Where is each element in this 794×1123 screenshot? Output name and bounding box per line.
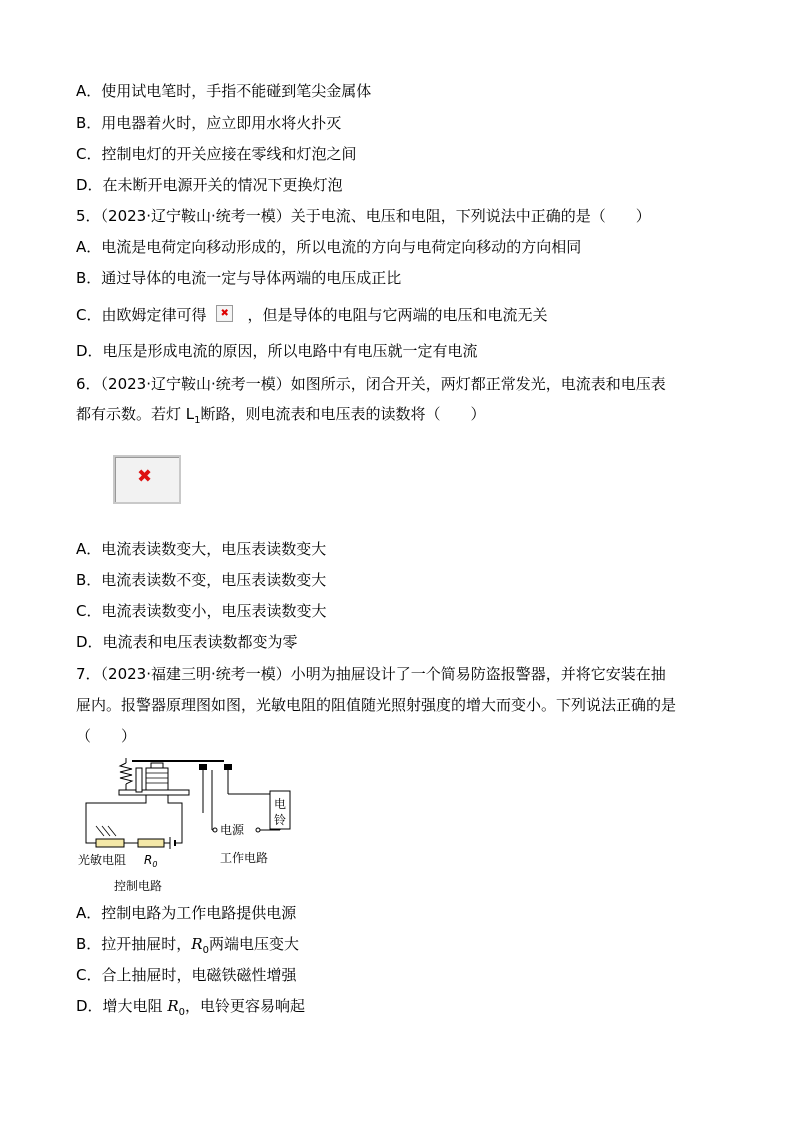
power-label: 电源 <box>220 823 245 837</box>
q5-option-c <box>76 305 548 325</box>
q7-option-b-r: R <box>191 935 203 953</box>
q6-stem-line2 <box>76 404 486 431</box>
q7-option-d-prefix: D．增大电阻 <box>76 997 168 1015</box>
work-circuit-label: 工作电路 <box>220 851 269 865</box>
bell-label-2: 铃 <box>274 813 287 827</box>
photoresistor-label: 光敏电阻 <box>78 853 127 867</box>
q5-option-c-prefix: C．由欧姆定律可得 <box>76 306 207 324</box>
q7-option-d-r: R <box>167 997 179 1015</box>
bell-label-1: 电 <box>274 797 287 811</box>
q6-option-c: C．电流表读数变小，电压表读数变大 <box>76 602 327 620</box>
broken-image-icon <box>216 305 233 322</box>
q6-option-a: A．电流表读数变大，电压表读数变大 <box>76 540 327 558</box>
q7-stem-line2: 屉内。报警器原理图如图，光敏电阻的阻值随光照射强度的增大而变小。下列说法正确的是 <box>76 696 677 714</box>
q7-option-d-sub: 0 <box>178 1007 185 1018</box>
q7-option-b-suffix: 两端电压变大 <box>208 935 299 953</box>
q6-stem-line2-sub: 1 <box>194 415 201 426</box>
q7-option-d-suffix: ，电铃更容易响起 <box>185 997 306 1015</box>
q6-stem-line2-suffix: 断路，则电流表和电压表的读数将（ ） <box>200 405 486 423</box>
q4-option-a: A．使用试电笔时，手指不能碰到笔尖金属体 <box>76 82 372 100</box>
q6-option-d: D．电流表和电压表读数都变为零 <box>76 633 298 651</box>
q6-option-b: B．电流表读数不变，电压表读数变大 <box>76 571 327 589</box>
q7-stem-line3: （ ） <box>76 727 137 745</box>
q4-option-d: D．在未断开电源开关的情况下更换灯泡 <box>76 176 343 194</box>
alarm-circuit-diagram <box>74 758 294 898</box>
q7-option-b <box>76 934 299 961</box>
q7-option-b-prefix: B．拉开抽屉时， <box>76 935 192 953</box>
q7-option-a: A．控制电路为工作电路提供电源 <box>76 904 297 922</box>
q4-option-c: C．控制电灯的开关应接在零线和灯泡之间 <box>76 145 357 163</box>
q6-stem-line2-prefix: 都有示数。若灯 L <box>76 405 195 423</box>
q5-option-a: A．电流是电荷定向移动形成的，所以电流的方向与电荷定向移动的方向相同 <box>76 238 582 256</box>
q4-option-b: B．用电器着火时，应立即用水将火扑灭 <box>76 114 342 132</box>
q5-option-d: D．电压是形成电流的原因，所以电路中有电压就一定有电流 <box>76 342 478 360</box>
q7-option-c: C．合上抽屉时，电磁铁磁性增强 <box>76 966 297 984</box>
q6-stem-line1: 6．（2023·辽宁鞍山·统考一模）如图所示，闭合开关，两灯都正常发光，电流表和电压表 <box>76 375 666 393</box>
r0-label: $R_0$ <box>144 853 158 869</box>
q7-stem-line1: 7．（2023·福建三明·统考一模）小明为抽屉设计了一个简易防盗报警器，并将它安装在抽 <box>76 665 666 683</box>
control-circuit-label: 控制电路 <box>114 879 163 893</box>
broken-image-icon <box>113 455 181 504</box>
q5-stem: 5．（2023·辽宁鞍山·统考一模）关于电流、电压和电阻，下列说法中正确的是（ ） <box>76 207 651 225</box>
q5-option-b: B．通过导体的电流一定与导体两端的电压成正比 <box>76 269 402 287</box>
q7-option-d <box>76 996 305 1023</box>
q5-option-c-suffix: ，但是导体的电阻与它两端的电压和电流无关 <box>247 306 548 324</box>
q7-option-b-sub: 0 <box>202 945 209 956</box>
